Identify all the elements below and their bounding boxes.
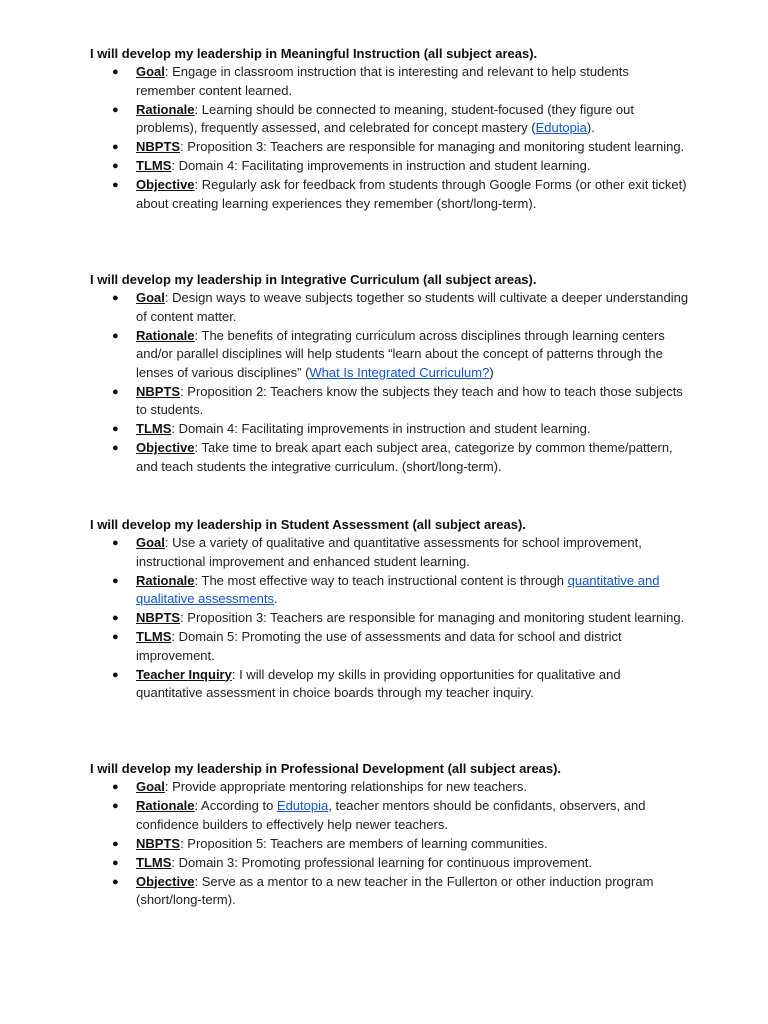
item-separator: : <box>171 629 179 644</box>
item-text: Learning should be connected to meaning, student-focused (they figure out problems), frequently assessed, and celebrated for concept mastery ( <box>136 101 634 135</box>
list-item <box>90 609 690 628</box>
assessments-link[interactable]: quantitative and qualitative assessments <box>136 572 660 606</box>
item-separator: : <box>164 779 173 794</box>
item-text: Domain 5: Promoting the use of assessments and data for school and district improvement. <box>136 629 622 663</box>
bullet-icon: ● <box>112 385 119 398</box>
item-label: NBPTS <box>136 383 181 399</box>
item-text-after: ) <box>489 364 494 380</box>
bullet-list <box>90 289 690 476</box>
list-item <box>90 797 690 834</box>
item-separator: : <box>194 572 202 588</box>
edutopia-link[interactable]: Edutopia <box>535 120 587 135</box>
item-label: Goal <box>136 290 165 305</box>
section-student-assessment <box>90 516 690 703</box>
item-separator: : <box>164 64 173 79</box>
list-item <box>90 873 690 910</box>
item-text: The benefits of integrating curriculum across disciplines through learning centers and/or parallel disciplines will help students “learn about the concept of patterns through the lenses of various disciplines” ( <box>136 327 665 380</box>
item-text: Provide appropriate mentoring relationships for new teachers. <box>172 779 527 794</box>
item-text: Domain 4: Facilitating improvements in instruction and student learning. <box>178 158 591 173</box>
list-item <box>90 420 690 439</box>
item-separator: : <box>164 535 173 550</box>
section-heading: I will develop my leadership in Integrative Curriculum (all subject areas). <box>90 272 537 287</box>
list-item <box>90 666 690 703</box>
item-separator: : <box>180 383 188 399</box>
list-item <box>90 854 690 873</box>
item-text: Take time to break apart each subject area, categorize by common theme/pattern, and teach students the integrative curriculum. (short/long-term). <box>136 440 673 474</box>
bullet-icon: ● <box>112 537 119 549</box>
item-text: Proposition 3: Teachers are responsible for managing and monitoring student learning. <box>187 139 685 154</box>
item-text: Engage in classroom instruction that is interesting and relevant to help students remember content learned. <box>136 64 629 98</box>
item-label: NBPTS <box>136 139 181 154</box>
item-label: Rationale <box>136 572 195 588</box>
item-label: TLMS <box>136 158 172 173</box>
item-text: Proposition 3: Teachers are responsible for managing and monitoring student learning. <box>187 610 685 625</box>
integrated-curriculum-link[interactable]: What Is Integrated Curriculum? <box>309 364 490 380</box>
item-separator: : <box>231 666 240 682</box>
list-item <box>90 101 690 138</box>
bullet-icon: ● <box>112 612 119 624</box>
item-separator: : <box>171 421 179 436</box>
list-item <box>90 176 690 213</box>
bullet-icon: ● <box>112 160 119 172</box>
list-item <box>90 439 690 476</box>
item-label: TLMS <box>136 854 172 870</box>
list-item <box>90 572 690 609</box>
item-label: TLMS <box>136 421 172 436</box>
list-item <box>90 534 690 571</box>
section-heading: I will develop my leadership in Professional Development (all subject areas). <box>90 761 562 776</box>
list-item <box>90 628 690 665</box>
list-item <box>90 778 690 797</box>
item-label: NBPTS <box>136 835 181 851</box>
item-text-after: . <box>274 591 278 606</box>
item-separator: : <box>171 854 179 870</box>
bullet-icon: ● <box>112 141 119 153</box>
item-text: The most effective way to teach instructional content is through <box>201 572 568 588</box>
bullet-icon: ● <box>112 103 119 116</box>
item-label: Rationale <box>136 327 195 343</box>
list-item <box>90 383 690 420</box>
item-text: Proposition 5: Teachers are members of learning communities. <box>187 835 548 851</box>
item-separator: : <box>194 327 202 343</box>
list-item <box>90 289 690 326</box>
item-separator: : <box>194 101 202 117</box>
bullet-icon: ● <box>112 837 119 850</box>
item-label: Goal <box>136 535 165 550</box>
item-text: Domain 3: Promoting professional learning for continuous improvement. <box>178 854 592 870</box>
section-meaningful-instruction <box>90 45 690 214</box>
item-separator: : <box>180 139 188 154</box>
item-text: Design ways to weave subjects together so students will cultivate a deeper understanding of content matter. <box>136 290 689 324</box>
bullet-icon: ● <box>112 179 119 191</box>
section-integrative-curriculum <box>90 271 690 477</box>
edutopia-link[interactable]: Edutopia <box>276 798 329 813</box>
item-separator: : <box>180 610 188 625</box>
item-text-after: ). <box>586 120 595 135</box>
item-text: I will develop my skills in providing opportunities for qualitative and quantitative assessment in choice boards through my teacher inquiry. <box>136 666 621 700</box>
bullet-icon: ● <box>112 66 119 78</box>
item-label: Teacher Inquiry <box>136 666 232 682</box>
item-separator: : <box>194 873 202 889</box>
bullet-icon: ● <box>112 875 119 888</box>
item-label: Goal <box>136 779 165 794</box>
section-heading: I will develop my leadership in Student Assessment (all subject areas). <box>90 517 526 532</box>
bullet-icon: ● <box>112 781 119 793</box>
item-label: Goal <box>136 64 165 79</box>
item-label: Objective <box>136 177 195 192</box>
list-item <box>90 157 690 176</box>
item-label: NBPTS <box>136 610 181 625</box>
bullet-icon: ● <box>112 574 119 587</box>
bullet-icon: ● <box>112 423 119 435</box>
list-item <box>90 835 690 854</box>
bullet-icon: ● <box>112 631 119 643</box>
item-separator: : <box>194 798 202 813</box>
item-separator: : <box>180 835 188 851</box>
bullet-icon: ● <box>112 668 119 681</box>
bullet-list <box>90 63 690 213</box>
item-text: According to <box>201 798 277 813</box>
section-professional-development <box>90 760 690 910</box>
bullet-icon: ● <box>112 292 119 304</box>
item-separator: : <box>164 290 173 305</box>
item-label: Rationale <box>136 798 195 813</box>
list-item <box>90 63 690 100</box>
item-text: Domain 4: Facilitating improvements in instruction and student learning. <box>178 421 591 436</box>
item-label: TLMS <box>136 629 172 644</box>
bullet-list <box>90 534 690 703</box>
item-label: Rationale <box>136 101 195 117</box>
bullet-icon: ● <box>112 442 119 454</box>
item-separator: : <box>194 177 202 192</box>
list-item <box>90 138 690 157</box>
bullet-list <box>90 778 690 910</box>
item-label: Objective <box>136 440 195 455</box>
bullet-icon: ● <box>112 329 119 342</box>
item-text: Use a variety of qualitative and quantitative assessments for school improvement, instructional improvement and enhanced student learning. <box>136 535 642 569</box>
item-text: Regularly ask for feedback from students through Google Forms (or other exit ticket) about creating learning experiences they remember (short/long-term). <box>136 177 687 211</box>
item-label: Objective <box>136 873 195 889</box>
item-separator: : <box>194 440 202 455</box>
bullet-icon: ● <box>112 800 119 812</box>
item-text-after: , teacher mentors should be confidants, observers, and confidence builders to effectively help newer teachers. <box>136 798 646 832</box>
bullet-icon: ● <box>112 856 119 869</box>
item-separator: : <box>171 158 179 173</box>
section-heading: I will develop my leadership in Meaningful Instruction (all subject areas). <box>90 46 538 61</box>
item-text: Serve as a mentor to a new teacher in the Fullerton or other induction program (short/long-term). <box>136 873 654 907</box>
item-text: Proposition 2: Teachers know the subjects they teach and how to teach those subjects to students. <box>136 383 683 417</box>
list-item <box>90 327 690 383</box>
